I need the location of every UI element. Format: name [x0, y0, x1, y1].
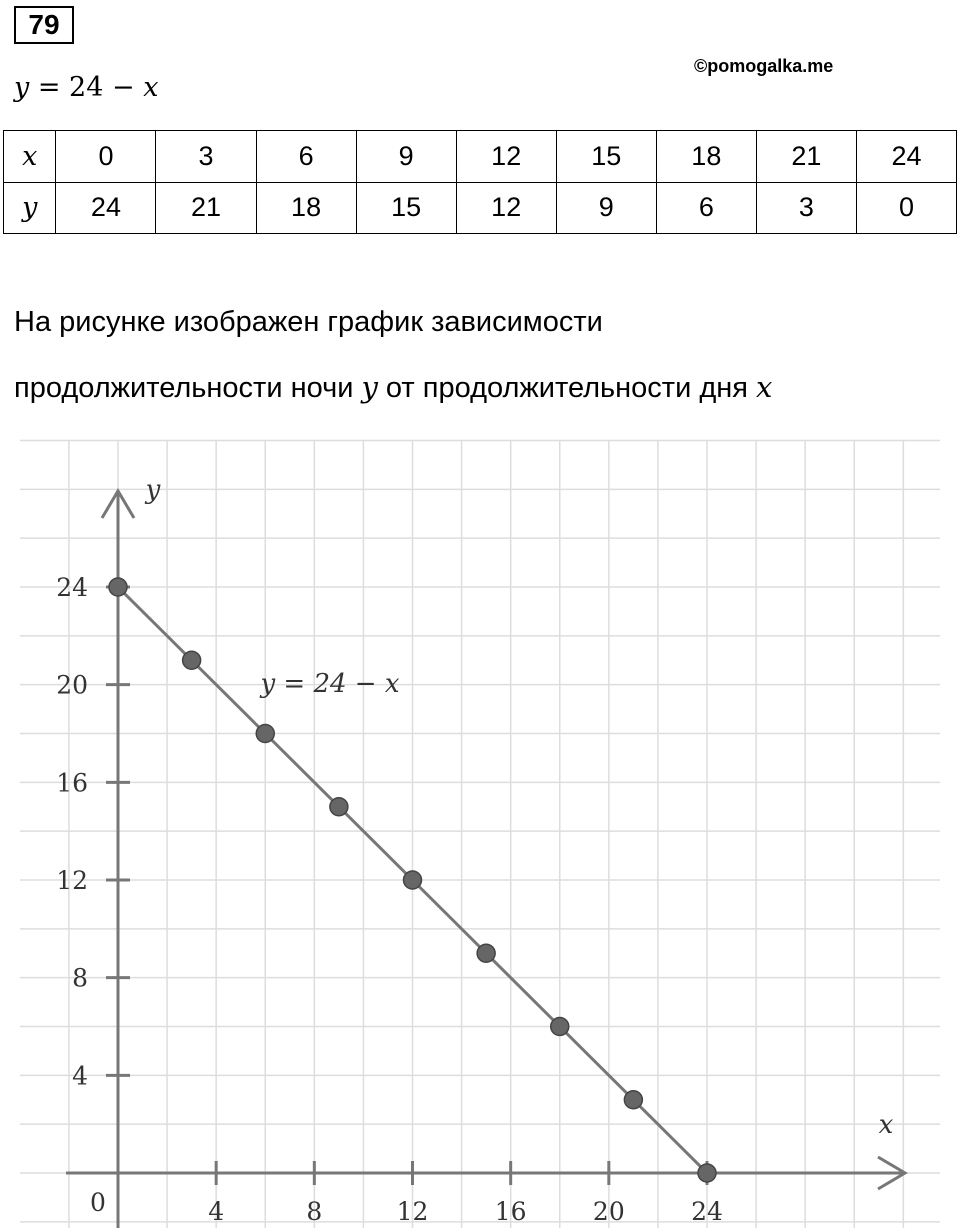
formula	[14, 72, 158, 103]
y-tick-label: 8	[72, 963, 88, 993]
formula-y: y	[14, 72, 30, 103]
table-cell: 15	[356, 182, 456, 234]
axes	[66, 491, 905, 1228]
data-point	[551, 1018, 569, 1036]
table-cell: 9	[356, 131, 456, 183]
table-cell: 24	[56, 182, 156, 234]
formula-rest: = 24 −	[29, 72, 144, 103]
x-tick-label: 24	[691, 1197, 723, 1226]
y-axis-label: y	[145, 475, 161, 505]
table-cell: 0	[56, 131, 156, 183]
problem-number: 79	[14, 6, 74, 44]
table-row-y	[4, 182, 957, 234]
values-table	[3, 130, 957, 234]
data-point	[477, 944, 495, 962]
table-cell: 12	[456, 131, 556, 183]
y-tick-label: 16	[56, 768, 88, 798]
watermark: ©pomogalka.me	[694, 56, 834, 76]
x-tick-label: 16	[494, 1197, 527, 1226]
table-cell: 6	[656, 182, 756, 234]
paragraph-line-1: На рисунке изображен график зависимости	[14, 306, 603, 338]
table-cell: 3	[756, 182, 856, 234]
x-tick-label: 20	[592, 1197, 625, 1226]
y-tick-label: 4	[72, 1061, 88, 1091]
table-cell: 0	[856, 182, 956, 234]
data-point	[183, 651, 201, 669]
x-axis-label: x	[878, 1110, 894, 1140]
origin-label: 0	[90, 1188, 106, 1217]
paragraph-var-y: y	[361, 370, 378, 404]
table-cell: 15	[556, 131, 656, 183]
table-cell: 18	[256, 182, 356, 234]
data-point	[109, 578, 127, 596]
paragraph-text: продолжительности ночи	[14, 372, 362, 404]
paragraph-var-x: x	[756, 370, 773, 404]
table-head-y: y	[4, 182, 56, 234]
table-cell: 3	[156, 131, 256, 183]
table-head-x: x	[4, 131, 56, 183]
data-point	[624, 1091, 642, 1109]
y-tick-label: 20	[56, 670, 88, 700]
data-point	[256, 725, 274, 743]
table-cell: 18	[656, 131, 756, 183]
table-cell: 9	[556, 182, 656, 234]
x-tick-label: 8	[306, 1197, 323, 1226]
table-cell: 21	[756, 131, 856, 183]
table-cell: 12	[456, 182, 556, 234]
data-point	[698, 1164, 716, 1182]
data-point	[330, 798, 348, 816]
paragraph-text: от продолжительности дня	[377, 372, 757, 404]
table-row-x	[4, 131, 957, 183]
formula-x: x	[143, 72, 159, 103]
table-cell: 24	[856, 131, 956, 183]
line-equation-label: y = 24 − x	[260, 669, 400, 699]
x-tick-label: 12	[396, 1197, 429, 1226]
table-cell: 6	[256, 131, 356, 183]
y-tick-label: 24	[56, 573, 88, 602]
table-cell: 21	[156, 182, 256, 234]
data-point	[404, 871, 422, 889]
paragraph-line-2	[14, 370, 772, 405]
y-tick-label: 12	[56, 866, 88, 895]
grid	[20, 440, 940, 1228]
x-tick-label: 4	[208, 1197, 225, 1226]
graph	[0, 420, 960, 1228]
